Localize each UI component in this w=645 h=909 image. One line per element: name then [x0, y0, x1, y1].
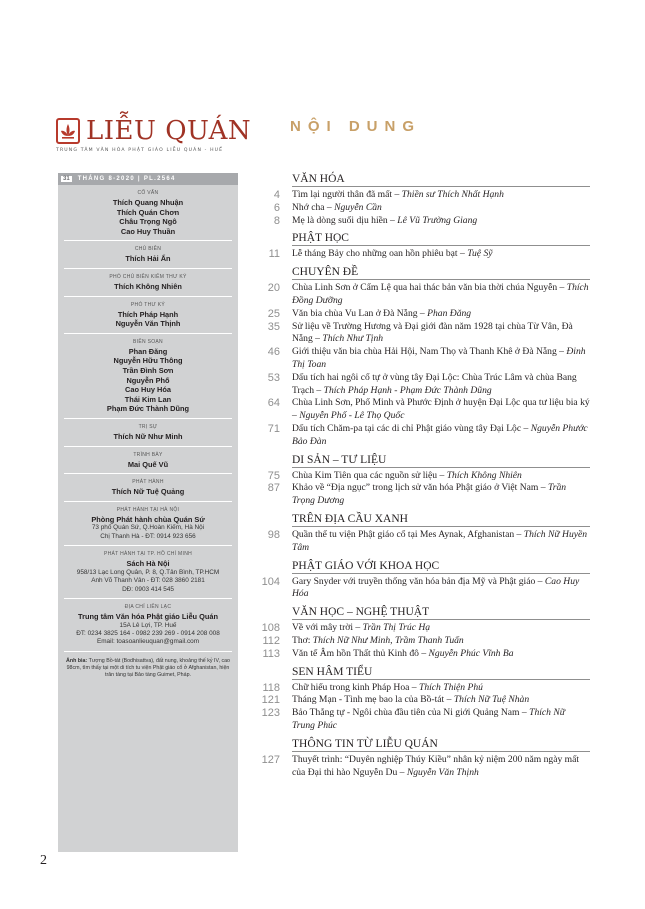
advisors-block — [58, 190, 238, 236]
contact-name: Trung tâm Văn hóa Phật giáo Liễu Quán — [77, 611, 219, 621]
divider — [64, 501, 232, 502]
toc-article-author: Thích Nữ Huyền Tâm — [292, 528, 588, 553]
toc-page-number: 64 — [267, 397, 280, 410]
divider — [64, 446, 232, 447]
toc-entry[interactable] — [254, 470, 590, 483]
editor-in-chief-block — [58, 246, 238, 264]
toc-section-heading: PHẬT GIÁO VỚI KHOA HỌC — [292, 555, 590, 574]
block-header: BIÊN SOẠN — [133, 338, 163, 345]
divider — [64, 333, 232, 334]
toc-article-title: Giới thiệu văn bia chùa Hải Hội, Nam Thọ và Thanh Khê ở Đà Nẵng – — [292, 346, 567, 358]
issue-line — [58, 173, 238, 185]
toc-article-author: Nguyễn Văn Thịnh — [406, 766, 479, 778]
toc-page-number: 98 — [267, 528, 280, 541]
toc-page-number: 108 — [261, 622, 280, 635]
toc-article-title: Nhớ cha – — [292, 201, 335, 213]
toc-article-author: Thích Nữ Tuệ Nhàn — [453, 694, 530, 706]
block-header: PHÁT HÀNH — [132, 479, 164, 486]
toc-page-number: 113 — [262, 647, 280, 660]
toc-section-heading: DI SẢN – TƯ LIỆU — [292, 449, 590, 468]
toc-entry[interactable] — [254, 372, 590, 398]
toc-article-title: Lễ tháng Bảy cho những oan hồn phiêu bạt – — [292, 248, 468, 260]
toc-entry[interactable] — [254, 397, 590, 423]
toc-entry[interactable] — [254, 576, 590, 602]
toc-article-author: Thích Nữ Như Minh, Trầm Thanh Tuấn — [312, 634, 464, 646]
table-of-contents — [254, 172, 590, 779]
hcm-distribution-block — [58, 551, 238, 594]
toc-page-number: 71 — [267, 422, 280, 435]
toc-article-title: Chùa Linh Sơn, Phổ Minh và Phước Định ở huyện Đại Lộc qua tư liệu bia ký – — [292, 397, 590, 422]
staff-name: Thích Pháp Hạnh — [117, 309, 179, 319]
toc-article-author: Thích Thiện Phú — [418, 681, 483, 693]
toc-article-author: Nguyễn Phước Bảo Đàn — [292, 422, 588, 447]
toc-entry[interactable] — [254, 215, 590, 228]
toc-article-author: Lê Vũ Trường Giang — [397, 214, 478, 226]
toc-entry[interactable] — [254, 423, 590, 449]
logo-wordmark: LIỄU QUÁN — [86, 116, 252, 146]
toc-entry[interactable] — [254, 202, 590, 215]
toc-page-number: 20 — [267, 282, 280, 295]
toc-article-title: Chùa Kim Tiên qua các nguồn sử liệu – — [292, 469, 447, 481]
block-header: ĐỊA CHỈ LIÊN LẠC — [124, 603, 172, 610]
toc-article-title: Văn tế Âm hồn Thất thủ Kinh đô – — [292, 647, 429, 659]
cover-note — [58, 652, 238, 679]
toc-entry[interactable] — [254, 308, 590, 321]
toc-entry[interactable] — [254, 707, 590, 733]
toc-section-heading: VĂN HÓA — [292, 172, 590, 187]
address-line: 73 phố Quán Sứ, Q.Hoàn Kiếm, Hà Nội — [91, 524, 205, 532]
layout-block — [58, 452, 238, 470]
toc-article-title: Dấu tích Chăm-pa tại các di chỉ Phật giáo vùng tây Đại Lộc – — [292, 422, 531, 434]
toc-article-title: Tìm lại người thân đã mất – — [292, 189, 402, 200]
toc-article-title: Quần thể tu viện Phật giáo cổ tại Mes Aynak, Afghanistan – — [292, 528, 524, 540]
toc-entry[interactable] — [254, 282, 590, 308]
toc-entry[interactable] — [254, 648, 590, 661]
toc-page-number: 112 — [262, 634, 280, 647]
toc-article-author: Trần Trọng Dương — [292, 482, 567, 507]
toc-entry[interactable] — [254, 622, 590, 635]
phone-line: Anh Võ Thanh Vân - ĐT: 028 3860 2181 — [91, 577, 205, 585]
toc-entry[interactable] — [254, 189, 590, 202]
deputy-editor-block — [58, 274, 238, 292]
secretaries-block — [58, 302, 238, 329]
toc-page-number: 4 — [273, 189, 280, 201]
toc-page-number: 8 — [273, 214, 280, 227]
toc-section-heading: TRÊN ĐỊA CẦU XANH — [292, 508, 590, 527]
toc-entry[interactable] — [254, 321, 590, 347]
toc-article-author: Thích Đồng Dưỡng — [292, 282, 589, 306]
toc-page-number: 25 — [267, 307, 280, 320]
block-header: CHỦ BIÊN — [134, 246, 162, 253]
cover-note-label: Ảnh bìa: — [66, 657, 88, 664]
toc-article-author: Nguyễn Phúc Vĩnh Ba — [428, 647, 514, 659]
toc-article-author: Thích Như Tịnh — [322, 333, 384, 345]
phone-line: ĐT: 0234 3825 164 - 0982 239 269 - 0914 208 008 — [76, 629, 220, 637]
toc-entry[interactable] — [254, 346, 590, 372]
toc-page-number: 118 — [262, 681, 280, 694]
divider — [64, 598, 232, 599]
page-number: 2 — [40, 853, 47, 868]
toc-page-number: 46 — [267, 346, 280, 359]
toc-article-author: Nguyễn Cần — [334, 201, 382, 213]
divider — [64, 473, 232, 474]
toc-article-title: Thuyết trình: “Duyên nghiệp Thúy Kiều” nhân kỷ niệm 200 năm ngày mất của Đại thi hào Nguyễn Du – — [292, 753, 580, 778]
toc-article-author: Trần Thị Trúc Hạ — [362, 622, 431, 634]
toc-article-title: Chùa Linh Sơn ở Cẩm Lệ qua hai thác bản văn bia thời chúa Nguyễn – — [292, 282, 567, 294]
toc-article-author: Phan Đăng — [427, 307, 472, 319]
distributor-name: Phòng Phát hành chùa Quán Sứ — [91, 514, 205, 524]
toc-page-number: 75 — [267, 469, 280, 482]
logo-tagline: TRUNG TÂM VĂN HÓA PHẬT GIÁO LIỄU QUÁN - HUẾ — [56, 148, 224, 153]
toc-section-heading: THÔNG TIN TỪ LIỄU QUÁN — [292, 733, 590, 752]
toc-page-number: 53 — [267, 371, 280, 384]
toc-page-number: 104 — [261, 575, 280, 588]
toc-page-number: 35 — [267, 320, 280, 333]
toc-article-author: Thích Pháp Hạnh - Phạm Đức Thành Dũng — [323, 384, 492, 396]
divider — [64, 296, 232, 297]
toc-article-title: Tháng Mạn - Tình mẹ bao la của Bồ-tát – — [292, 694, 454, 706]
toc-page-number: 127 — [261, 753, 280, 766]
phone-line: Chị Thanh Hà - ĐT: 0914 923 656 — [100, 532, 196, 540]
toc-article-title: Sử liệu về Trường Hương và Đại giới đàn năm 1928 tại chùa Từ Vân, Đà Nẵng – — [292, 320, 573, 345]
staff-name: Cao Huy Thuần — [120, 226, 176, 236]
block-header: PHÁT HÀNH TẠI HÀ NỘI — [116, 506, 180, 513]
toc-entry[interactable] — [254, 529, 590, 555]
toc-article-title: Bảo Thắng tự - Ngôi chùa đầu tiên của Ni giới Quảng Nam – — [292, 707, 530, 719]
staff-name: Thích Hải Ấn — [125, 254, 171, 264]
staff-name: Phan Đăng — [128, 346, 168, 356]
toc-title: NỘI DUNG — [290, 118, 421, 135]
toc-article-author: Đinh Thị Toan — [292, 346, 586, 370]
issue-date: THÁNG 8-2020 | PL.2564 — [77, 176, 176, 182]
block-header: TRỊ SỰ — [138, 423, 158, 430]
staff-name: Phạm Đức Thành Dũng — [106, 404, 190, 414]
divider — [64, 418, 232, 419]
staff-name: Thích Quán Chơn — [116, 207, 180, 217]
staff-name: Thích Không Nhiên — [114, 281, 182, 291]
toc-entry[interactable] — [254, 754, 590, 780]
divider — [64, 240, 232, 241]
toc-page-number: 123 — [261, 707, 280, 720]
toc-article-author: Tuệ Sỹ — [467, 248, 493, 260]
toc-article-author: Thiền sư Thích Nhất Hạnh — [401, 189, 504, 200]
toc-section-heading: VĂN HỌC – NGHỆ THUẬT — [292, 601, 590, 620]
block-header: PHÁT HÀNH TẠI TP. HỒ CHÍ MINH — [103, 551, 193, 558]
staff-name: Nguyễn Phố — [126, 375, 170, 385]
toc-article-author: Thích Không Nhiên — [446, 469, 522, 481]
toc-page-number: 6 — [273, 201, 280, 214]
treasurer-block — [58, 424, 238, 442]
toc-article-title: Dấu tích hai ngôi cổ tự ở vùng tây Đại Lộc: Chùa Trúc Lâm và chùa Bang Trạch – — [292, 371, 577, 396]
divider — [64, 268, 232, 269]
masthead — [56, 116, 252, 153]
divider — [64, 545, 232, 546]
toc-article-title: Về với mây trời – — [292, 622, 363, 634]
toc-article-title: Mẹ là dòng suối dịu hiền – — [292, 214, 398, 226]
staff-name: Châu Trọng Ngô — [119, 217, 177, 227]
toc-article-author: Cao Huy Hóa — [292, 575, 580, 600]
address-line: 958/13 Lạc Long Quân, P. 8, Q.Tân Bình, TP.HCM — [76, 568, 220, 576]
toc-section-heading: SEN HÂM TIỂU — [292, 661, 590, 680]
lotus-emblem-icon — [56, 118, 80, 144]
issue-number-badge: 31 — [63, 176, 70, 182]
contact-block — [58, 604, 238, 647]
staff-name: Nguyễn Văn Thịnh — [115, 319, 181, 329]
toc-article-title: Thơ: — [292, 634, 313, 646]
publisher-block — [58, 479, 238, 497]
editorial-board-block — [58, 339, 238, 414]
block-header: PHÓ CHỦ BIÊN KIÊM THƯ KÝ — [109, 273, 187, 280]
toc-section-heading: PHẬT HỌC — [292, 227, 590, 246]
logo — [56, 116, 252, 146]
address-line: 15A Lê Lợi, TP. Huế — [119, 621, 177, 629]
staff-name: Nguyễn Hữu Thông — [113, 356, 183, 366]
toc-article-author: Thích Nữ Trung Phúc — [292, 707, 565, 731]
toc-section-heading: CHUYÊN ĐỀ — [292, 261, 590, 280]
toc-entry[interactable] — [254, 248, 590, 261]
toc-article-title: Văn bia chùa Vu Lan ở Đà Nẵng – — [292, 307, 428, 319]
toc-article-title: Gary Snyder với truyền thống văn hóa bản địa Mỹ và Phật giáo – — [292, 575, 545, 587]
hanoi-distribution-block — [58, 507, 238, 541]
staff-name: Mai Quế Vũ — [127, 459, 169, 469]
block-header: PHÓ THƯ KÝ — [130, 301, 166, 308]
block-header: TRÌNH BÀY — [133, 451, 163, 458]
staff-name: Thích Nữ Tuệ Quảng — [111, 487, 185, 497]
toc-page-number: 121 — [261, 694, 280, 707]
masthead-sidebar — [58, 173, 238, 852]
email-link[interactable]: Email: toasoanlieuquan@gmail.com — [96, 638, 200, 646]
phone-line: DĐ: 0903 414 545 — [122, 585, 174, 593]
staff-name: Cao Huy Hóa — [125, 385, 171, 395]
toc-entry[interactable] — [254, 682, 590, 695]
toc-article-title: Khảo về “Địa ngục” trong lịch sử văn hóa Phật giáo ở Việt Nam – — [292, 482, 548, 494]
toc-entry[interactable] — [254, 694, 590, 707]
cover-note-text: Tượng Bồ-tát (Bodhisattva), đất nung, khoảng thế kỷ IV, cao 98cm, tìm thấy tại một di tích tu viện Phật giáo cổ ở Afghanistan, hiện trân tàng tại Bảo tàng Guimet, Pháp. — [66, 657, 230, 678]
toc-entry[interactable] — [254, 482, 590, 508]
block-header: CỐ VẤN — [137, 190, 159, 196]
staff-name: Thích Quang Nhuận — [112, 198, 184, 207]
staff-name: Thích Nữ Như Minh — [113, 431, 183, 441]
toc-page-number: 87 — [267, 482, 280, 495]
distributor-name: Sách Hà Nội — [126, 559, 170, 569]
toc-article-author: Nguyễn Phố - Lê Thọ Quốc — [299, 410, 405, 422]
toc-article-title: Chữ hiếu trong kinh Pháp Hoa – — [292, 681, 419, 693]
toc-entry[interactable] — [254, 635, 590, 648]
staff-name: Trần Đình Sơn — [122, 365, 174, 375]
staff-name: Thái Kim Lan — [124, 394, 172, 404]
toc-page-number: 11 — [268, 248, 280, 261]
